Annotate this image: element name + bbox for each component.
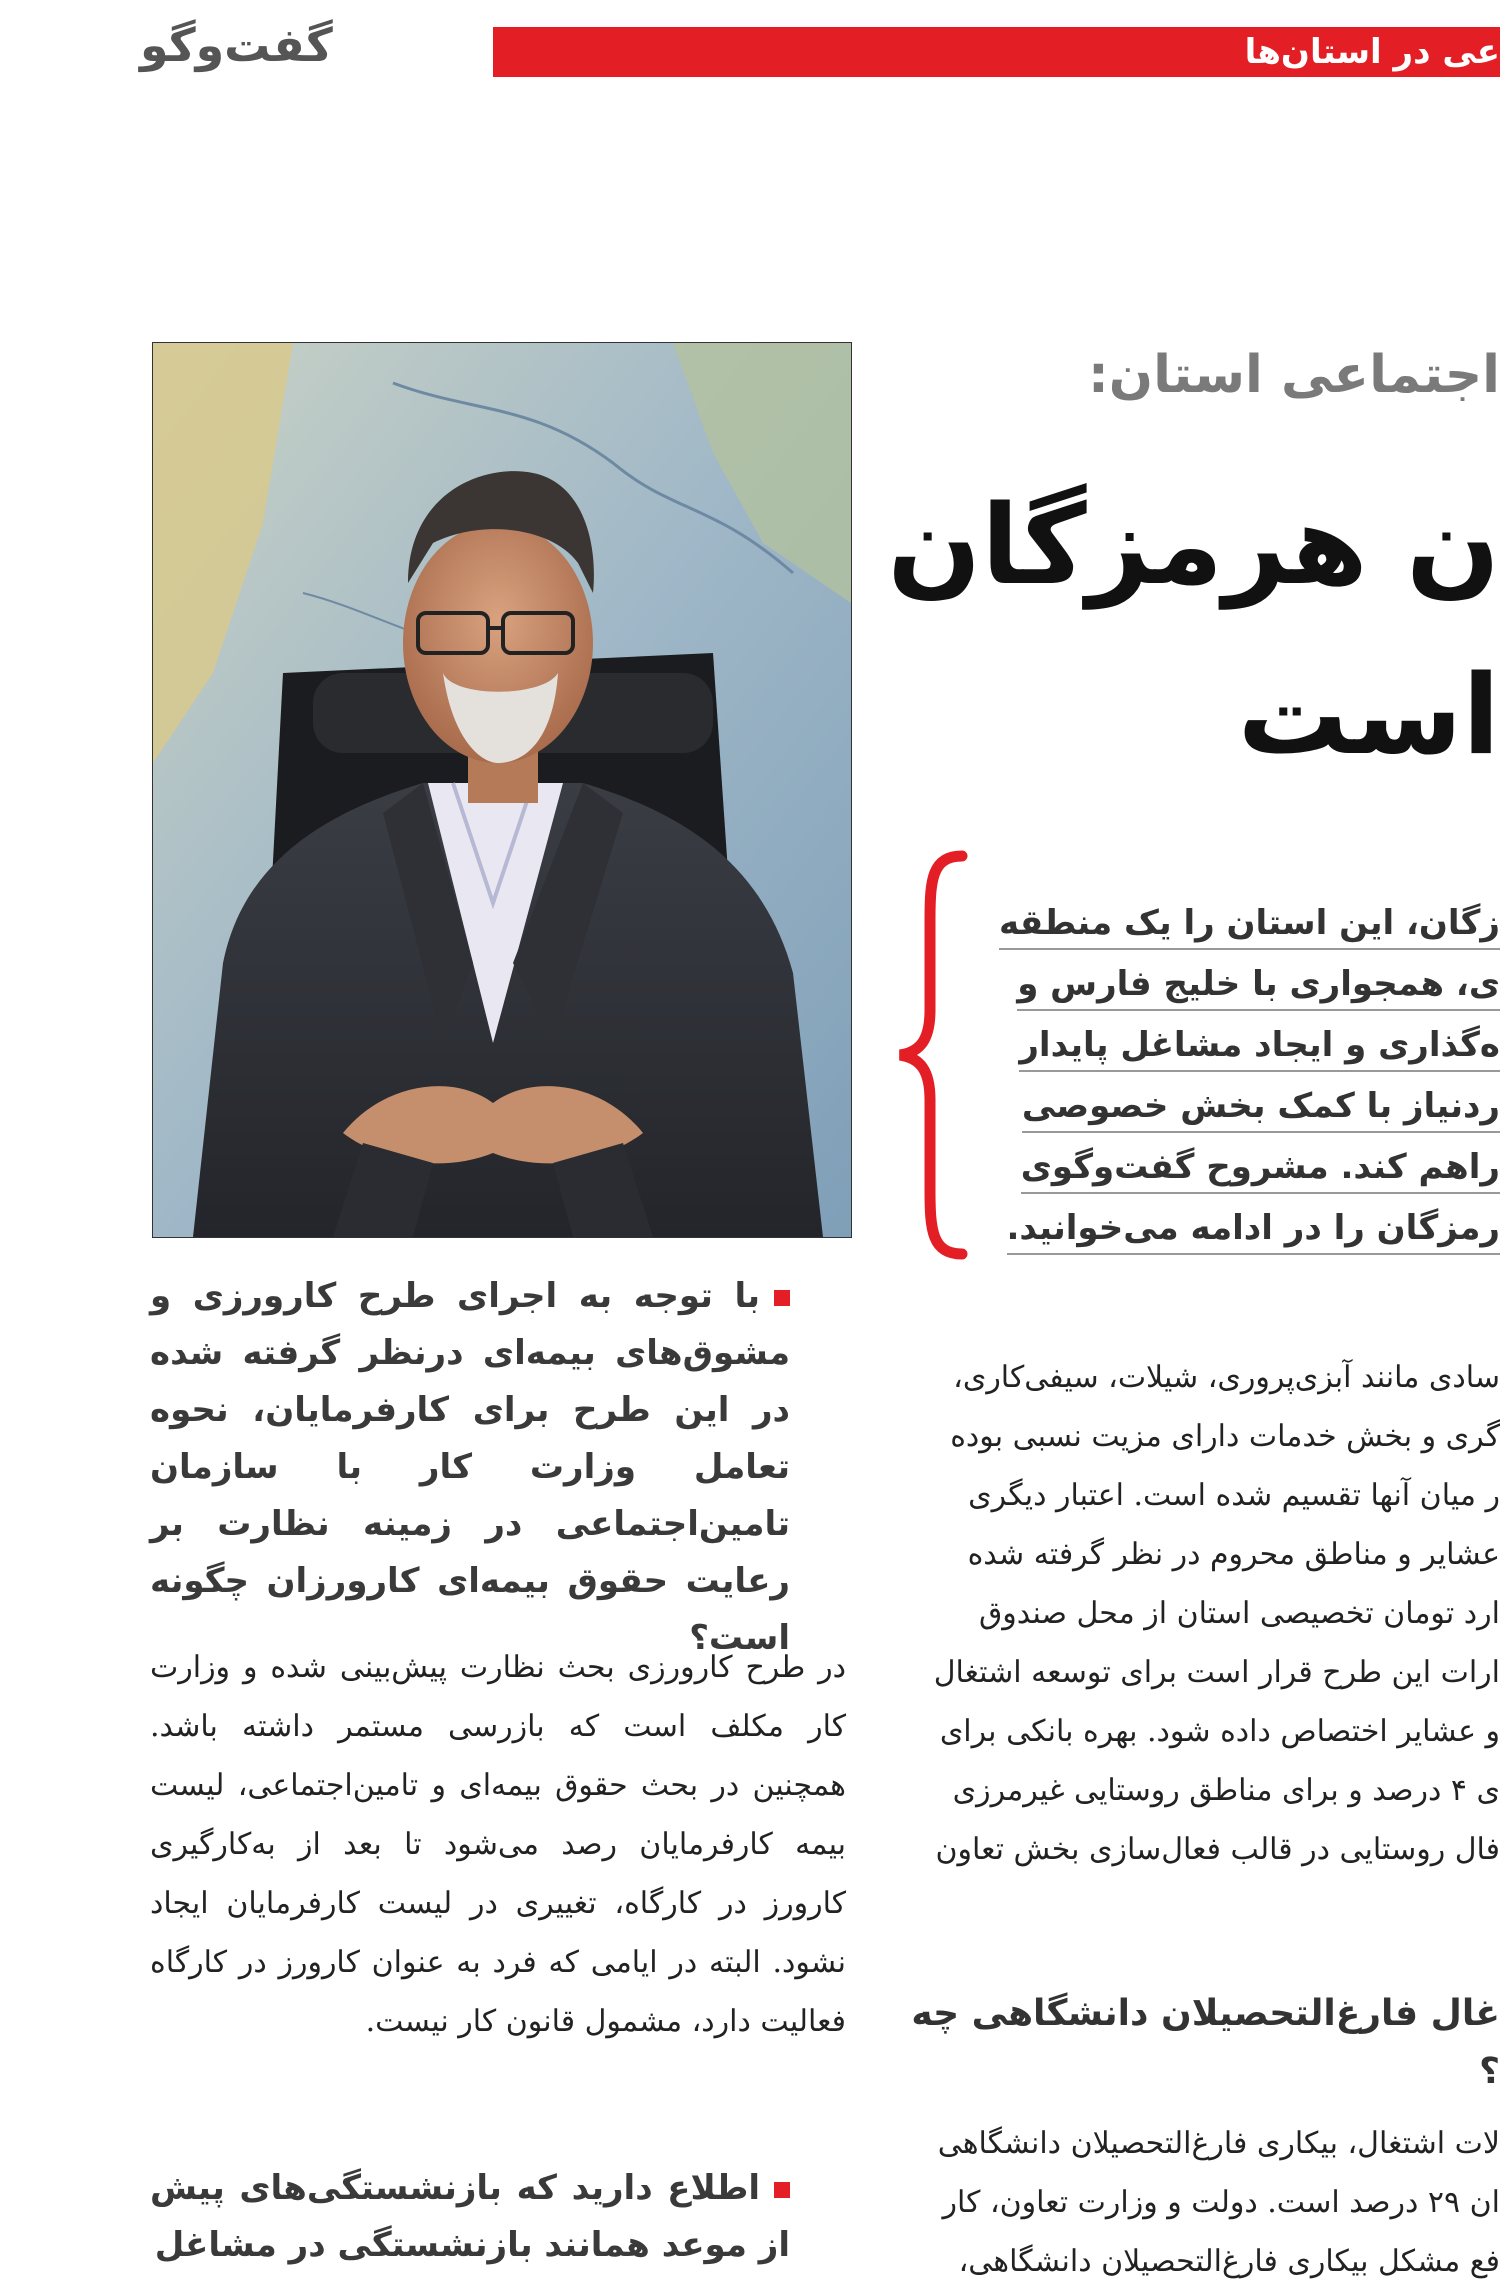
lead-line: ه‌گذاری و ایجاد مشاغل پایدار (1019, 1027, 1500, 1072)
lead-line: راهم کند. مشروح گفت‌وگوی (1021, 1149, 1500, 1194)
text-line: ارات این طرح قرار است برای توسعه اشتغال (933, 1655, 1500, 1690)
lead-line: ردنیاز با کمک بخش خصوصی (1022, 1088, 1500, 1133)
lead-line: ی، همجواری با خلیج فارس و (1017, 966, 1500, 1011)
right-column-paragraph (900, 1348, 1500, 1879)
headline-kicker: اجتماعی استان: (1087, 345, 1500, 405)
red-bar-text: عی در استان‌ها (1244, 32, 1500, 72)
question-text: با توجه به اجرای طرح کارورزی و مشوق‌های بیمه‌ای درنظر گرفته شده در این طرح برای کارفرمایان، نحوه تعامل وزارت کار با سازمان تامین‌اجتماعی در زمینه نظارت بر رعایت حقوق بیمه‌ای کارورزان چگونه است؟ (150, 1276, 790, 1658)
lead-line: رمزگان را در ادامه می‌خوانید. (1007, 1210, 1500, 1255)
interview-question-2 (150, 2160, 790, 2274)
text-line: سادی مانند آبزی‌پروری، شیلات، سیفی‌کاری، (953, 1360, 1500, 1395)
red-square-bullet-icon (774, 1290, 790, 1306)
text-line: لات اشتغال، بیکاری فارغ‌التحصیلان دانشگاهی (937, 2126, 1500, 2161)
text-line: فال روستایی در قالب فعال‌سازی بخش تعاون (935, 1832, 1500, 1867)
lead-line: زگان، این استان را یک منطقه (999, 905, 1500, 950)
right-column-paragraph-2 (900, 2114, 1500, 2291)
text-line: ارد تومان تخصیصی استان از محل صندوق (978, 1596, 1500, 1631)
text-line: ان ۲۹ درصد است. دولت و وزارت تعاون، کار (942, 2185, 1500, 2220)
headline-line-2: است (1237, 651, 1500, 779)
question-text: اطلاع دارید که بازنشستگی‌های پیش از موعد همانند بازنشستگی در مشاغل (150, 2168, 790, 2265)
text-line: عشایر و مناطق محروم در نظر گرفته شده (967, 1537, 1500, 1572)
section-red-bar (493, 27, 1500, 77)
headline-line-1: ن هرمزگان (887, 481, 1500, 609)
text-line: فع مشکل بیکاری فارغ‌التحصیلان دانشگاهی، (958, 2244, 1500, 2279)
section-label: گفت‌وگو (140, 18, 333, 72)
text-line: گری و بخش خدمات دارای مزیت نسبی بوده (950, 1419, 1500, 1454)
text-line: ی ۴ درصد و برای مناطق روستایی غیرمرزی (952, 1773, 1500, 1808)
interview-answer-1: در طرح کارورزی بحث نظارت پیش‌بینی شده و وزارت کار مکلف است که بازرسی مستمر داشته باشد. همچنین در بحث حقوق بیمه‌ای و تامین‌اجتماعی، لیست بیمه کارفرمایان رصد می‌شود تا بعد از به‌کارگیری کارورز در کارگاه، تغییری در لیست کارفرمایان ایجاد نشود. البته در ایامی که فرد به عنوان کارورز در کارگاه فعالیت دارد، مشمول قانون کار نیست. (150, 1650, 846, 2039)
question-line: ؟ (1479, 2051, 1500, 2092)
text-line: ر میان آنها تقسیم شده است. اعتبار دیگری (968, 1478, 1500, 1513)
right-column-question (900, 1985, 1500, 2101)
red-brace-icon (892, 850, 972, 1264)
question-line: غال فارغ‌التحصیلان دانشگاهی چه (911, 1993, 1500, 2034)
text-line: و عشایر اختصاص داده شود. بهره بانکی برای (939, 1714, 1500, 1749)
red-square-bullet-icon (774, 2182, 790, 2198)
interviewee-photo (152, 342, 852, 1238)
interview-question-1 (150, 1268, 790, 1667)
